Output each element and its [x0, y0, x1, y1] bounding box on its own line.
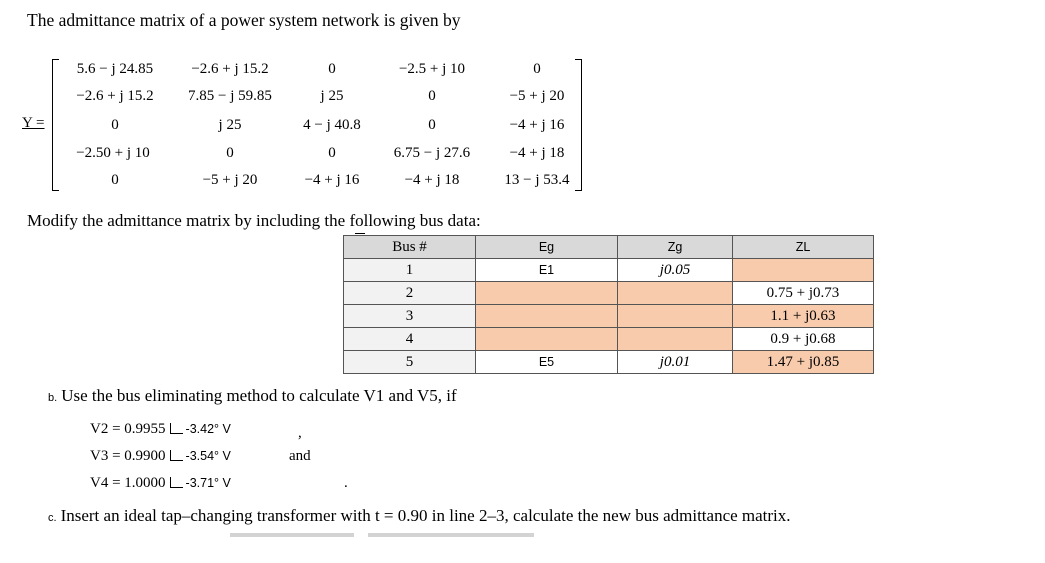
matrix-cell: 7.85 − j 59.85 — [188, 88, 272, 104]
eg-cell: E5 — [476, 351, 618, 374]
eg-cell — [476, 328, 618, 351]
matrix-left-bracket — [52, 59, 59, 191]
table-row — [344, 351, 874, 374]
table-row — [344, 282, 874, 305]
table-header-row — [344, 236, 874, 259]
modify-text: Modify the admittance matrix by including the following bus data: — [27, 211, 481, 230]
angle-icon — [170, 423, 183, 434]
angle-icon — [170, 450, 183, 461]
voltage-suffix: . — [344, 475, 348, 491]
voltage-value: V4 = 1.0000 — [90, 475, 166, 491]
zg-cell — [618, 282, 733, 305]
zg-cell — [618, 305, 733, 328]
matrix-cell: 0 — [328, 61, 336, 77]
header-bus: Bus # — [344, 236, 476, 259]
bus-number: 5 — [344, 351, 476, 374]
matrix-right-bracket — [575, 59, 582, 191]
zl-cell: 1.47 + j0.85 — [733, 351, 874, 374]
zg-cell: j0.05 — [618, 259, 733, 282]
table-row — [344, 259, 874, 282]
matrix-cell: −2.6 + j 15.2 — [191, 61, 269, 77]
matrix-cell: −2.6 + j 15.2 — [76, 88, 154, 104]
part-b-text: Use the bus eliminating method to calculate V1 and V5, if — [61, 386, 457, 405]
intro-text: The admittance matrix of a power system network is given by — [27, 10, 461, 30]
matrix-cell: 0 — [226, 145, 234, 161]
voltage-angle: -3.71° V — [185, 476, 231, 490]
matrix-cell: −4 + j 16 — [304, 172, 360, 188]
scroll-indicator — [230, 533, 354, 537]
table-row — [344, 328, 874, 351]
matrix-cell: 5.6 − j 24.85 — [76, 61, 154, 77]
matrix-cell: −4 + j 18 — [509, 145, 565, 161]
zl-cell: 0.75 + j0.73 — [733, 282, 874, 305]
matrix-cell: −4 + j 16 — [509, 117, 565, 133]
matrix-cell: −5 + j 20 — [202, 172, 258, 188]
header-zl: ZL — [733, 236, 874, 259]
matrix-cell: 6.75 − j 27.6 — [393, 145, 471, 161]
matrix-cell: 4 − j 40.8 — [303, 117, 361, 133]
voltage-value: V3 = 0.9900 — [90, 448, 166, 464]
matrix-cell: 0 — [533, 61, 541, 77]
voltage-angle: -3.54° V — [185, 449, 231, 463]
zl-cell — [733, 259, 874, 282]
eg-cell: E1 — [476, 259, 618, 282]
part-c-text: Insert an ideal tap–changing transformer with t = 0.90 in line 2–3, calculate the new bus admittance matrix. — [60, 506, 791, 525]
bus-number: 1 — [344, 259, 476, 282]
scroll-indicator — [368, 533, 534, 537]
matrix-cell: 0 — [428, 117, 436, 133]
bus-number: 3 — [344, 305, 476, 328]
matrix-cell: 0 — [111, 172, 119, 188]
part-c-label: c. — [48, 512, 57, 524]
matrix-label: Y = — [22, 115, 45, 131]
voltage-suffix: and — [289, 448, 311, 464]
matrix-cell: −4 + j 18 — [404, 172, 460, 188]
matrix-cell: 0 — [111, 117, 119, 133]
matrix-cell: 13 − j 53.4 — [504, 172, 570, 188]
part-b — [48, 386, 457, 406]
part-b-label: b. — [48, 392, 58, 404]
table-row — [344, 305, 874, 328]
angle-icon — [170, 477, 183, 488]
zl-cell: 0.9 + j0.68 — [733, 328, 874, 351]
bus-number: 2 — [344, 282, 476, 305]
matrix-cell: −5 + j 20 — [509, 88, 565, 104]
voltage-v4 — [90, 475, 231, 492]
voltage-v2 — [90, 421, 231, 438]
zg-cell: j0.01 — [618, 351, 733, 374]
bus-data-table — [343, 235, 874, 374]
bus-number: 4 — [344, 328, 476, 351]
divider — [355, 233, 365, 234]
part-c — [48, 506, 791, 526]
header-zg: Zg — [618, 236, 733, 259]
matrix-cell: j 25 — [218, 117, 242, 133]
voltage-v3 — [90, 448, 231, 465]
eg-cell — [476, 305, 618, 328]
matrix-cell: −2.50 + j 10 — [76, 145, 150, 161]
voltage-angle: -3.42° V — [185, 422, 231, 436]
header-eg: Eg — [476, 236, 618, 259]
matrix-cell: −2.5 + j 10 — [398, 61, 466, 77]
zl-cell: 1.1 + j0.63 — [733, 305, 874, 328]
matrix-cell: 0 — [328, 145, 336, 161]
voltage-suffix: , — [298, 425, 302, 441]
zg-cell — [618, 328, 733, 351]
voltage-value: V2 = 0.9955 — [90, 421, 166, 437]
matrix-cell: 0 — [428, 88, 436, 104]
matrix-cell: j 25 — [320, 88, 344, 104]
eg-cell — [476, 282, 618, 305]
